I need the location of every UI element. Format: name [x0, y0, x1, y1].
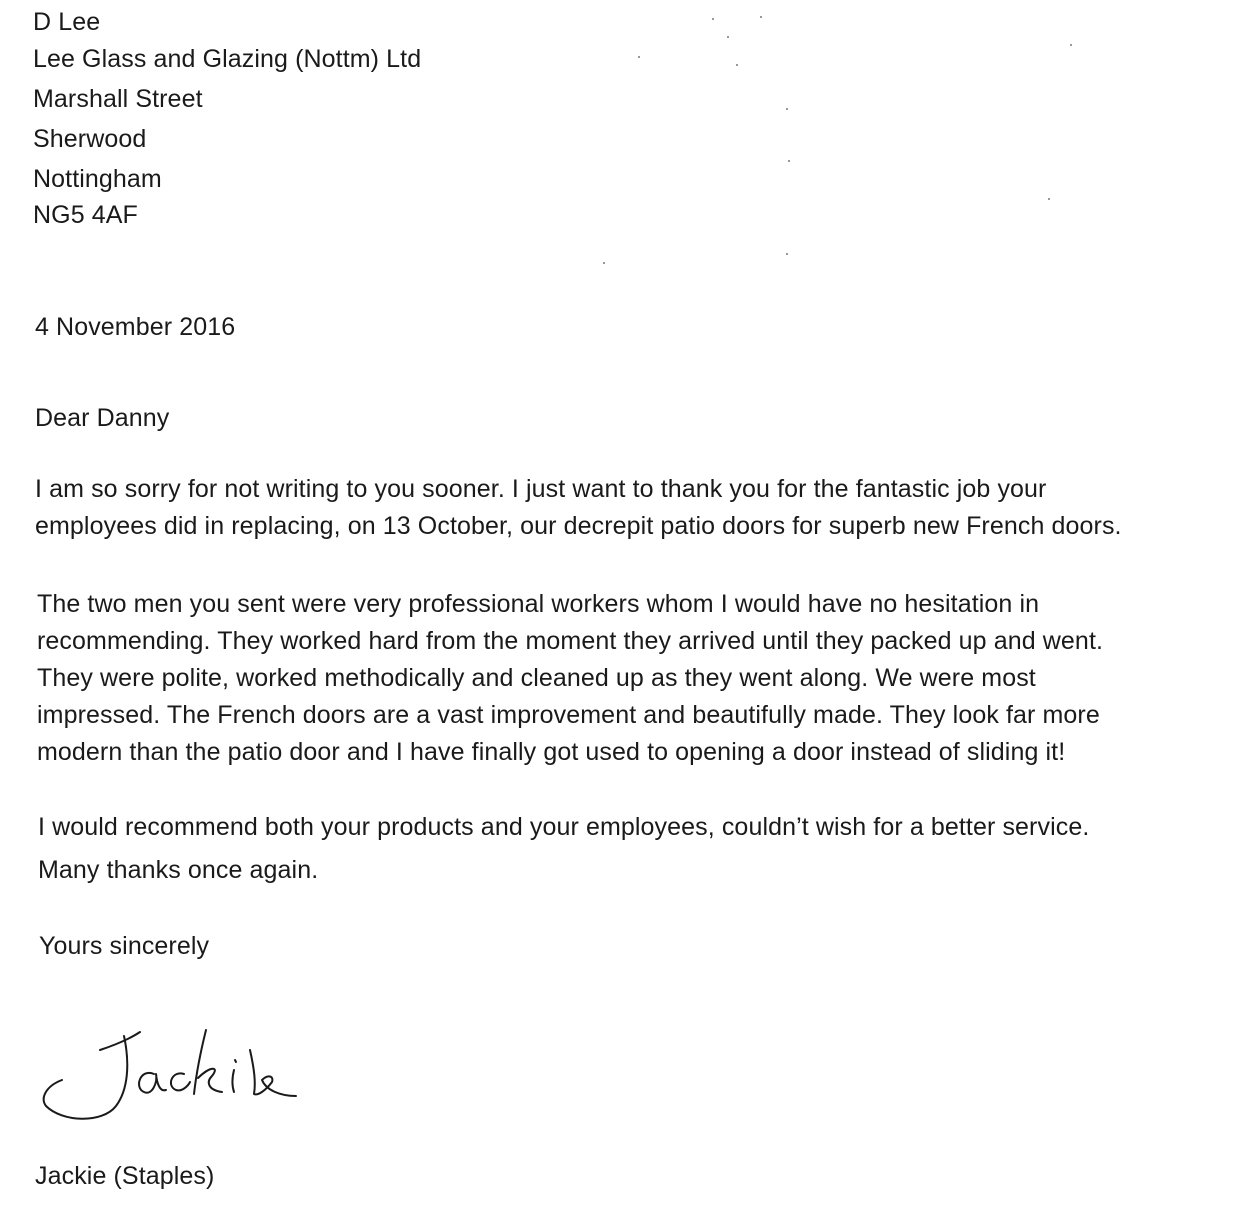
salutation: Dear Danny — [35, 404, 170, 432]
scan-speck — [786, 253, 788, 255]
paragraph-line: I would recommend both your products and your employees, couldn’t wish for a better service. — [38, 813, 1090, 841]
paragraph-line: modern than the patio door and I have finally got used to opening a door instead of sliding it! — [37, 738, 1066, 766]
scan-speck — [712, 18, 714, 20]
paragraph-line: Many thanks once again. — [38, 856, 319, 884]
scan-speck — [736, 64, 738, 66]
sender-postcode: NG5 4AF — [33, 201, 138, 229]
scan-speck — [603, 262, 605, 264]
letter-date: 4 November 2016 — [35, 313, 236, 341]
sender-name: D Lee — [33, 8, 101, 36]
scan-speck — [1070, 44, 1072, 46]
scan-speck — [1048, 198, 1050, 200]
scan-speck — [727, 36, 729, 38]
sender-street: Marshall Street — [33, 85, 203, 113]
scan-speck — [760, 16, 762, 18]
closing: Yours sincerely — [39, 932, 210, 960]
handwritten-signature — [36, 1020, 306, 1125]
signer-name: Jackie (Staples) — [35, 1162, 215, 1190]
scan-speck — [786, 108, 788, 110]
sender-area: Sherwood — [33, 125, 147, 153]
scan-speck — [638, 56, 640, 58]
sender-city: Nottingham — [33, 165, 162, 193]
paragraph-line: impressed. The French doors are a vast improvement and beautifully made. They look far more — [37, 701, 1100, 729]
paragraph-line: recommending. They worked hard from the moment they arrived until they packed up and went. — [37, 627, 1104, 655]
scan-speck — [788, 160, 790, 162]
paragraph-line: The two men you sent were very professional workers whom I would have no hesitation in — [37, 590, 1040, 618]
paragraph-line: They were polite, worked methodically and cleaned up as they went along. We were most — [37, 664, 1036, 692]
paragraph-line: employees did in replacing, on 13 October, our decrepit patio doors for superb new French doors. — [35, 512, 1122, 540]
sender-company: Lee Glass and Glazing (Nottm) Ltd — [33, 45, 422, 73]
paragraph-line: I am so sorry for not writing to you sooner. I just want to thank you for the fantastic job your — [35, 475, 1047, 503]
